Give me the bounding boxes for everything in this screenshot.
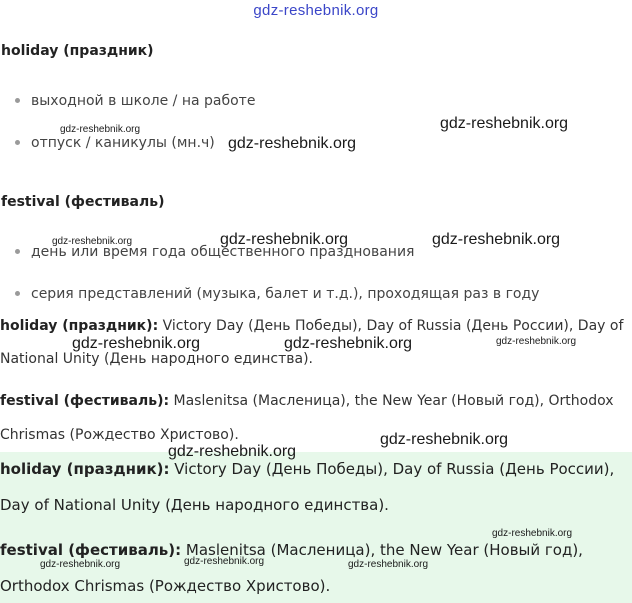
watermark: gdz-reshebnik.org <box>496 336 577 347</box>
watermark: gdz-reshebnik.org <box>380 431 509 448</box>
watermark: gdz-reshebnik.org <box>184 556 265 567</box>
holiday-bullet-2: отпуск / каникулы (мн.ч) <box>15 135 215 151</box>
watermark: gdz-reshebnik.org <box>440 115 569 132</box>
holiday-answer-line-1: holiday (праздник): Victory Day (День Победы), Day of Russia (День России), Day of <box>0 318 624 334</box>
festival-bullet-2: серия представлений (музыка, балет и т.д.), проходящая раз в году <box>15 286 539 302</box>
watermark: gdz-reshebnik.org <box>284 335 413 352</box>
holiday-bullet-1: выходной в школе / на работе <box>15 93 255 109</box>
watermark: gdz-reshebnik.org <box>220 231 349 248</box>
watermark: gdz-reshebnik.org <box>60 124 141 135</box>
watermark: gdz-reshebnik.org <box>40 559 121 570</box>
highlighted-holiday-line-2: Day of National Unity (День народного единства). <box>0 496 389 514</box>
holiday-term: holiday (праздник) <box>1 43 154 59</box>
bullet-dot <box>15 98 20 103</box>
watermark: gdz-reshebnik.org <box>168 443 297 460</box>
watermark: gdz-reshebnik.org <box>432 231 561 248</box>
highlighted-festival-line-1: festival (фестиваль): Maslenitsa (Масленица), the New Year (Новый год), <box>0 541 583 559</box>
watermark: gdz-reshebnik.org <box>72 335 201 352</box>
site-header: gdz-reshebnik.org <box>253 2 379 19</box>
highlighted-holiday-line-1: holiday (праздник): Victory Day (День Победы), Day of Russia (День России), <box>0 460 615 478</box>
holiday-answer-line-2: National Unity (День народного единства). <box>0 351 313 367</box>
watermark: gdz-reshebnik.org <box>228 135 357 152</box>
festival-term: festival (фестиваль) <box>1 194 165 210</box>
bullet-dot <box>15 291 20 296</box>
bullet-dot <box>15 249 20 254</box>
highlighted-festival-line-2: Orthodox Chrismas (Рождество Христово). <box>0 577 331 595</box>
watermark: gdz-reshebnik.org <box>52 236 133 247</box>
watermark: gdz-reshebnik.org <box>348 559 429 570</box>
festival-answer-line-2: Chrismas (Рождество Христово). <box>0 427 239 443</box>
bullet-dot <box>15 140 20 145</box>
festival-answer-line-1: festival (фестиваль): Maslenitsa (Масленица), the New Year (Новый год), Orthodox <box>0 393 614 409</box>
watermark: gdz-reshebnik.org <box>492 528 573 539</box>
festival-bullet-1: день или время года общественного празднования <box>15 244 414 260</box>
